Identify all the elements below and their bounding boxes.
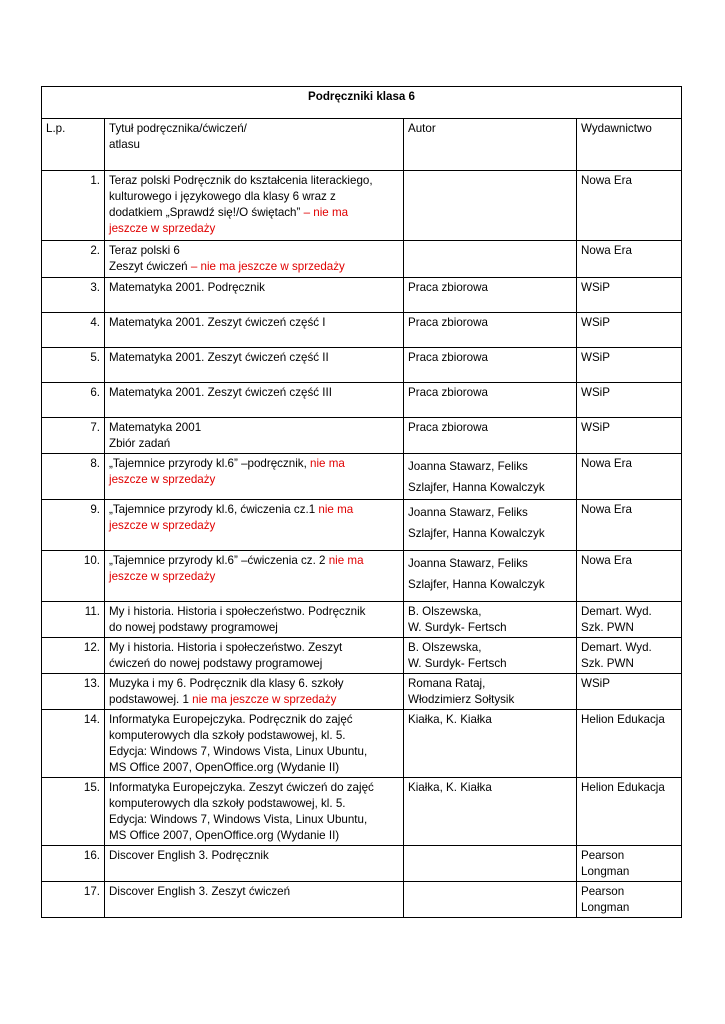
publisher-line: Nowa Era xyxy=(581,244,632,257)
book-author xyxy=(404,710,577,778)
book-publisher xyxy=(577,710,682,778)
row-number: 9. xyxy=(42,500,105,551)
title-text: Matematyka 2001. Podręcznik xyxy=(109,281,265,294)
author-line: Włodzimierz Sołtysik xyxy=(408,693,515,706)
table-row xyxy=(42,313,682,348)
book-author xyxy=(404,638,577,674)
book-publisher xyxy=(577,778,682,846)
book-publisher xyxy=(577,500,682,551)
availability-note: jeszcze w sprzedaży xyxy=(109,570,216,583)
author-line: Praca zbiorowa xyxy=(408,316,488,329)
title-text: podstawowej. 1 xyxy=(109,693,189,706)
publisher-line: Demart. Wyd. xyxy=(581,605,652,618)
book-title-line xyxy=(109,221,399,237)
author-line: Praca zbiorowa xyxy=(408,281,488,294)
book-title xyxy=(105,710,404,778)
author-line: Szlajfer, Hanna Kowalczyk xyxy=(408,527,545,540)
book-author xyxy=(404,674,577,710)
publisher-line: Nowa Era xyxy=(581,503,632,516)
book-author xyxy=(404,882,577,918)
book-title-line xyxy=(109,569,399,585)
book-title-line xyxy=(109,315,399,331)
book-publisher xyxy=(577,638,682,674)
book-title-line xyxy=(109,553,399,569)
book-title-line xyxy=(109,456,399,472)
book-title xyxy=(105,278,404,313)
book-title xyxy=(105,383,404,418)
book-title-line xyxy=(109,656,399,672)
book-title-line xyxy=(109,712,399,728)
row-number: 15. xyxy=(42,778,105,846)
author-line: Praca zbiorowa xyxy=(408,351,488,364)
table-row xyxy=(42,418,682,454)
book-author xyxy=(404,500,577,551)
author-line: Joanna Stawarz, Feliks xyxy=(408,557,528,570)
title-text: kulturowego i językowego dla klasy 6 wraz z xyxy=(109,190,336,203)
publisher-line: Szk. PWN xyxy=(581,657,634,670)
publisher-line: Pearson xyxy=(581,849,625,862)
title-text: Muzyka i my 6. Podręcznik dla klasy 6. szkoły xyxy=(109,677,344,690)
book-author xyxy=(404,551,577,602)
row-number: 3. xyxy=(42,278,105,313)
book-author xyxy=(404,313,577,348)
table-title: Podręczniki klasa 6 xyxy=(42,87,682,119)
row-number: 8. xyxy=(42,454,105,500)
title-text: „Tajemnice przyrody kl.6, ćwiczenia cz.1 xyxy=(109,503,316,516)
title-text: MS Office 2007, OpenOffice.org (Wydanie II) xyxy=(109,829,340,842)
book-title-line xyxy=(109,884,399,900)
title-text: „Tajemnice przyrody kl.6” –ćwiczenia cz. 2 xyxy=(109,554,326,567)
title-text: Teraz polski Podręcznik do kształcenia literackiego, xyxy=(109,174,373,187)
title-text: My i historia. Historia i społeczeństwo. Podręcznik xyxy=(109,605,366,618)
publisher-line: Nowa Era xyxy=(581,457,632,470)
book-publisher xyxy=(577,551,682,602)
publisher-line: Szk. PWN xyxy=(581,621,634,634)
author-line: W. Surdyk- Fertsch xyxy=(408,621,507,634)
book-title-line xyxy=(109,848,399,864)
book-title xyxy=(105,778,404,846)
book-title xyxy=(105,882,404,918)
title-text: Edycja: Windows 7, Windows Vista, Linux Ubuntu, xyxy=(109,745,368,758)
author-line: Romana Rataj, xyxy=(408,677,486,690)
table-row xyxy=(42,278,682,313)
book-publisher xyxy=(577,171,682,241)
book-author xyxy=(404,778,577,846)
book-title-line xyxy=(109,640,399,656)
book-title-line xyxy=(109,189,399,205)
row-number: 12. xyxy=(42,638,105,674)
row-number: 10. xyxy=(42,551,105,602)
book-title xyxy=(105,313,404,348)
title-text: Matematyka 2001. Zeszyt ćwiczeń część III xyxy=(109,386,332,399)
book-publisher xyxy=(577,602,682,638)
header-title xyxy=(105,119,404,171)
book-title xyxy=(105,674,404,710)
book-author xyxy=(404,602,577,638)
table-row xyxy=(42,500,682,551)
book-title-line xyxy=(109,436,399,452)
book-title-line xyxy=(109,472,399,488)
book-title-line xyxy=(109,812,399,828)
publisher-line: Pearson xyxy=(581,885,625,898)
table-row xyxy=(42,551,682,602)
textbook-table xyxy=(41,86,682,918)
book-title-line xyxy=(109,420,399,436)
title-text: ćwiczeń do nowej podstawy programowej xyxy=(109,657,323,670)
title-text: Teraz polski 6 xyxy=(109,244,180,257)
book-author xyxy=(404,348,577,383)
book-title-line xyxy=(109,205,399,221)
title-text: Matematyka 2001. Zeszyt ćwiczeń część I xyxy=(109,316,326,329)
book-publisher xyxy=(577,846,682,882)
book-title xyxy=(105,846,404,882)
book-title xyxy=(105,551,404,602)
title-text: do nowej podstawy programowej xyxy=(109,621,278,634)
table-header-row xyxy=(42,119,682,171)
author-line: Praca zbiorowa xyxy=(408,386,488,399)
title-text: Informatyka Europejczyka. Zeszyt ćwiczeń do zajęć xyxy=(109,781,374,794)
publisher-line: Demart. Wyd. xyxy=(581,641,652,654)
row-number: 11. xyxy=(42,602,105,638)
book-title-line xyxy=(109,259,399,275)
book-title xyxy=(105,418,404,454)
table-row xyxy=(42,348,682,383)
row-number: 2. xyxy=(42,241,105,278)
publisher-line: WSiP xyxy=(581,316,610,329)
header-author: Autor xyxy=(404,119,577,171)
table-row xyxy=(42,171,682,241)
book-title xyxy=(105,638,404,674)
book-title xyxy=(105,348,404,383)
publisher-line: WSiP xyxy=(581,281,610,294)
book-publisher xyxy=(577,674,682,710)
publisher-line: Helion Edukacja xyxy=(581,781,665,794)
row-number: 5. xyxy=(42,348,105,383)
publisher-line: WSiP xyxy=(581,351,610,364)
title-text: Matematyka 2001. Zeszyt ćwiczeń część II xyxy=(109,351,329,364)
title-text: Zbiór zadań xyxy=(109,437,171,450)
book-title-line xyxy=(109,744,399,760)
book-title-line xyxy=(109,243,399,259)
book-publisher xyxy=(577,383,682,418)
row-number: 17. xyxy=(42,882,105,918)
availability-note: nie ma xyxy=(325,554,364,567)
book-title-line xyxy=(109,620,399,636)
title-text: Edycja: Windows 7, Windows Vista, Linux Ubuntu, xyxy=(109,813,368,826)
publisher-line: WSiP xyxy=(581,677,610,690)
author-line: Kiałka, K. Kiałka xyxy=(408,781,492,794)
book-title xyxy=(105,454,404,500)
author-line: B. Olszewska, xyxy=(408,641,482,654)
table-row xyxy=(42,383,682,418)
title-text: „Tajemnice przyrody kl.6” –podręcznik, xyxy=(109,457,307,470)
availability-note: jeszcze w sprzedaży xyxy=(109,222,216,235)
author-line: Joanna Stawarz, Feliks xyxy=(408,460,528,473)
book-title-line xyxy=(109,280,399,296)
book-title-line xyxy=(109,796,399,812)
table-row xyxy=(42,846,682,882)
row-number: 6. xyxy=(42,383,105,418)
publisher-line: Nowa Era xyxy=(581,174,632,187)
book-publisher xyxy=(577,454,682,500)
availability-note: – nie ma xyxy=(300,206,349,219)
author-line: Kiałka, K. Kiałka xyxy=(408,713,492,726)
publisher-line: Helion Edukacja xyxy=(581,713,665,726)
book-publisher xyxy=(577,348,682,383)
book-author xyxy=(404,418,577,454)
title-text: komputerowych dla szkoły podstawowej, kl. 5. xyxy=(109,729,346,742)
table-row xyxy=(42,710,682,778)
row-number: 14. xyxy=(42,710,105,778)
book-title-line xyxy=(109,385,399,401)
table-row xyxy=(42,602,682,638)
publisher-line: WSiP xyxy=(581,386,610,399)
row-number: 16. xyxy=(42,846,105,882)
title-text: dodatkiem „Sprawdź się!/O świętach” xyxy=(109,206,301,219)
header-title-line-1: Tytuł podręcznika/ćwiczeń/ xyxy=(109,122,247,135)
header-publisher: Wydawnictwo xyxy=(577,119,682,171)
book-title-line xyxy=(109,728,399,744)
availability-note: nie ma xyxy=(306,457,345,470)
availability-note: nie ma xyxy=(315,503,354,516)
row-number: 13. xyxy=(42,674,105,710)
availability-note: nie ma jeszcze w sprzedaży xyxy=(188,693,337,706)
publisher-line: Longman xyxy=(581,865,630,878)
row-number: 4. xyxy=(42,313,105,348)
book-title-line xyxy=(109,676,399,692)
title-text: Discover English 3. Podręcznik xyxy=(109,849,269,862)
book-publisher xyxy=(577,313,682,348)
book-title-line xyxy=(109,173,399,189)
book-publisher xyxy=(577,882,682,918)
book-title-line xyxy=(109,604,399,620)
author-line: Praca zbiorowa xyxy=(408,421,488,434)
title-text: MS Office 2007, OpenOffice.org (Wydanie II) xyxy=(109,761,340,774)
author-line: Joanna Stawarz, Feliks xyxy=(408,506,528,519)
header-lp: L.p. xyxy=(42,119,105,171)
table-row xyxy=(42,638,682,674)
book-title xyxy=(105,602,404,638)
book-author xyxy=(404,171,577,241)
publisher-line: Longman xyxy=(581,901,630,914)
book-title-line xyxy=(109,502,399,518)
book-title-line xyxy=(109,780,399,796)
table-title-row xyxy=(42,87,682,119)
title-text: My i historia. Historia i społeczeństwo. Zeszyt xyxy=(109,641,343,654)
title-text: Matematyka 2001 xyxy=(109,421,202,434)
table-row xyxy=(42,674,682,710)
book-author xyxy=(404,241,577,278)
availability-note: jeszcze w sprzedaży xyxy=(109,519,216,532)
book-author xyxy=(404,454,577,500)
book-publisher xyxy=(577,241,682,278)
book-publisher xyxy=(577,418,682,454)
title-text: Discover English 3. Zeszyt ćwiczeń xyxy=(109,885,291,898)
book-title-line xyxy=(109,518,399,534)
table-row xyxy=(42,778,682,846)
book-publisher xyxy=(577,278,682,313)
title-text: komputerowych dla szkoły podstawowej, kl. 5. xyxy=(109,797,346,810)
publisher-line: WSiP xyxy=(581,421,610,434)
author-line: Szlajfer, Hanna Kowalczyk xyxy=(408,578,545,591)
publisher-line: Nowa Era xyxy=(581,554,632,567)
book-title xyxy=(105,241,404,278)
availability-note: – nie ma jeszcze w sprzedaży xyxy=(187,260,345,273)
book-author xyxy=(404,278,577,313)
author-line: B. Olszewska, xyxy=(408,605,482,618)
book-title-line xyxy=(109,692,399,708)
author-line: Szlajfer, Hanna Kowalczyk xyxy=(408,481,545,494)
book-author xyxy=(404,846,577,882)
book-title xyxy=(105,500,404,551)
header-title-line-2: atlasu xyxy=(109,138,140,151)
book-title-line xyxy=(109,828,399,844)
row-number: 1. xyxy=(42,171,105,241)
title-text: Zeszyt ćwiczeń xyxy=(109,260,188,273)
row-number: 7. xyxy=(42,418,105,454)
book-title xyxy=(105,171,404,241)
table-row xyxy=(42,882,682,918)
book-title-line xyxy=(109,350,399,366)
availability-note: jeszcze w sprzedaży xyxy=(109,473,216,486)
table-row xyxy=(42,241,682,278)
table-row xyxy=(42,454,682,500)
book-author xyxy=(404,383,577,418)
author-line: W. Surdyk- Fertsch xyxy=(408,657,507,670)
book-title-line xyxy=(109,760,399,776)
title-text: Informatyka Europejczyka. Podręcznik do zajęć xyxy=(109,713,353,726)
